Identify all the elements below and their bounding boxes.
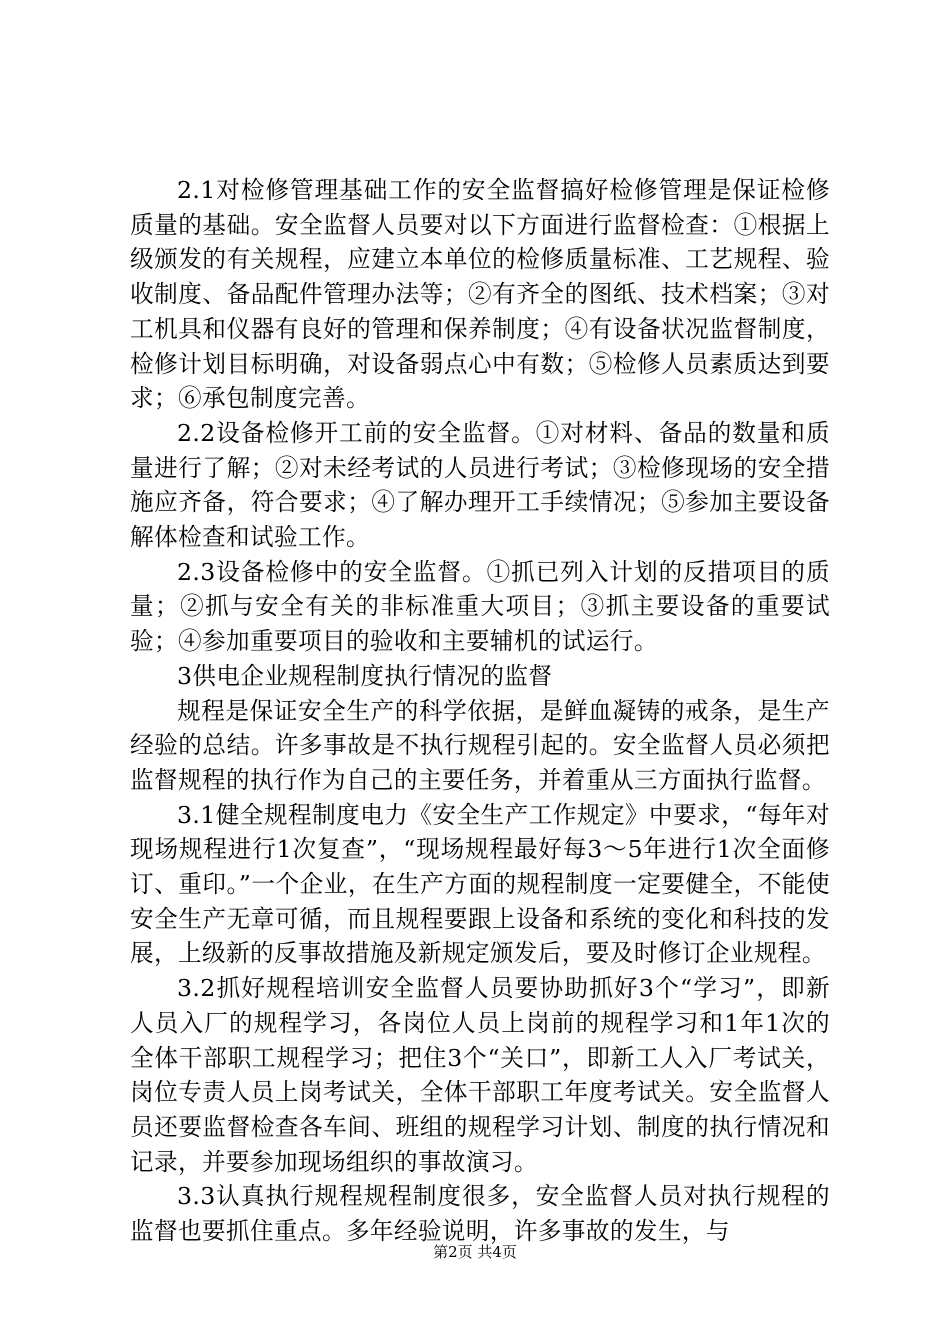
page-footer: 第2页 共4页 — [433, 1243, 517, 1261]
paragraph-3-intro: 规程是保证安全生产的科学依据，是鲜血凝铸的戒条，是生产经验的总结。许多事故是不执行规程引起的。安全监督人员必须把监督规程的执行作为自己的主要任务，并着重从三方面执行监督。 — [130, 696, 830, 794]
paragraph-2-3: 2.3设备检修中的安全监督。①抓已列入计划的反措项目的质量；②抓与安全有关的非标准重大项目；③抓主要设备的重要试验；④参加重要项目的验收和主要辅机的试运行。 — [130, 557, 830, 656]
section-heading-3: 3供电企业规程制度执行情况的监督 — [177, 661, 553, 690]
paragraph-3-3: 3.3认真执行规程规程制度很多，安全监督人员对执行规程的监督也要抓住重点。多年经验说明，许多事故的发生，与 — [130, 1182, 830, 1246]
paragraph-2-1: 2.1对检修管理基础工作的安全监督搞好检修管理是保证检修质量的基础。安全监督人员要对以下方面进行监督检查：①根据上级颁发的有关规程，应建立本单位的检修质量标准、工艺规程、验收制度、备品配件管理办法等；②有齐全的图纸、技术档案；③对工机具和仪器有良好的管理和保养制度；④有设备状况监督制度，检修计划目标明确，对设备弱点心中有数；⑤检修人员素质达到要求；⑥承包制度完善。 — [130, 176, 830, 413]
paragraph-2-2: 2.2设备检修开工前的安全监督。①对材料、备品的数量和质量进行了解；②对未经考试的人员进行考试；③检修现场的安全措施应齐备，符合要求；④了解办理开工手续情况；⑤参加主要设备解体检查和试验工作。 — [130, 418, 830, 552]
document-body — [130, 173, 830, 1249]
paragraph-3-1: 3.1健全规程制度电力《安全生产工作规定》中要求，“每年对现场规程进行1次复查”，“现场规程最好每3～5年进行1次全面修订、重印。”一个企业，在生产方面的规程制度一定要健全，不能使安全生产无章可循，而且规程要跟上设备和系统的变化和科技的发展，上级新的反事故措施及新规定颁发后，要及时修订企业规程。 — [130, 800, 830, 968]
paragraph-3-2: 3.2抓好规程培训安全监督人员要协助抓好3个“学习”，即新人员入厂的规程学习，各岗位人员上岗前的规程学习和1年1次的全体干部职工规程学习；把住3个“关口”，即新工人入厂考试关，岗位专责人员上岗考试关，全体干部职工年度考试关。安全监督人员还要监督检查各车间、班组的规程学习计划、制度的执行情况和记录，并要参加现场组织的事故演习。 — [130, 974, 830, 1176]
